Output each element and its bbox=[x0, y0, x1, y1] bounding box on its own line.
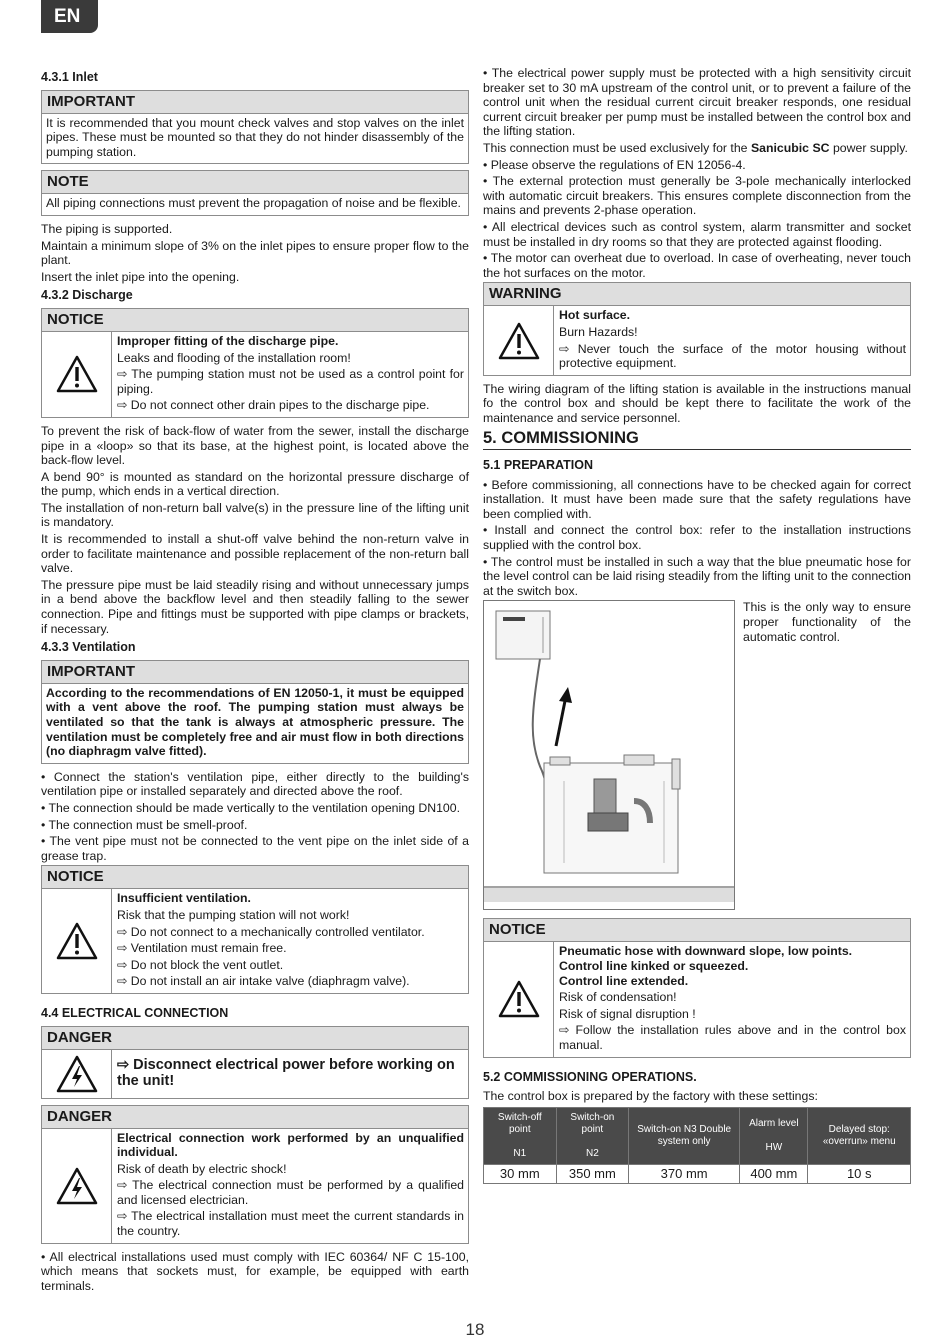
inlet-paragraph: Insert the inlet pipe into the opening. bbox=[41, 269, 240, 284]
table-header: Switch-on N3 Double system only bbox=[629, 1107, 740, 1164]
danger-heading: Electrical connection work performed by an unqualified individual. bbox=[117, 1130, 464, 1160]
notice-line: ⇨ Do not connect other drain pipes to the discharge pipe. bbox=[117, 398, 430, 413]
settings-table bbox=[483, 1107, 911, 1185]
notice-heading: Improper fitting of the discharge pipe. bbox=[117, 333, 339, 348]
warning-line: ⇨ Never touch the surface of the motor housing without protective equipment. bbox=[559, 341, 906, 371]
notice-line: Leaks and flooding of the installation room! bbox=[117, 350, 351, 365]
notice-line: ⇨ The pumping station must not be used as a control point for piping. bbox=[117, 367, 464, 396]
table-header: Switch-on point N2 bbox=[556, 1107, 629, 1164]
danger-line: ⇨ The electrical installation must meet the current standards in the country. bbox=[117, 1209, 464, 1239]
important-box-text: It is recommended that you mount check valves and stop valves on the inlet pipes. These must be mounted so that they do not hinder disassembly of the pumping station. bbox=[46, 115, 464, 159]
table-cell: 350 mm bbox=[556, 1164, 629, 1184]
notice-line: ⇨ Follow the installation rules above and in the control box manual. bbox=[559, 1023, 906, 1052]
table-header: Alarm level HW bbox=[740, 1107, 808, 1164]
notice-line: Risk of condensation! bbox=[559, 990, 677, 1005]
important-box-ventilation bbox=[41, 660, 469, 764]
danger-box-disconnect bbox=[41, 1026, 469, 1099]
electrical-bullet: • Please observe the regulations of EN 12056-4. bbox=[483, 157, 746, 172]
table-header: Delayed stop: «overrun» menu bbox=[808, 1107, 911, 1164]
notice-heading: Insufficient ventilation. bbox=[117, 891, 251, 906]
preparation-bullet: • Before commissioning, all connections have to be checked again for correct installation. It must have been made sure that the safety regulations have been complied with. bbox=[483, 477, 911, 521]
notice-line: ⇨ Do not install an air intake valve (diaphragm valve). bbox=[117, 974, 410, 989]
table-cell: 370 mm bbox=[629, 1164, 740, 1184]
operations-paragraph: The control box is prepared by the factory with these settings: bbox=[483, 1089, 818, 1104]
danger-text: ⇨ Disconnect electrical power before working on the unit! bbox=[117, 1056, 455, 1089]
electric-hazard-icon bbox=[42, 1129, 112, 1243]
inlet-paragraph: The piping is supported. bbox=[41, 221, 173, 236]
notice-line: ⇨ Do not block the vent outlet. bbox=[117, 957, 284, 972]
preparation-bullet: • Install and connect the control box: refer to the installation instructions supplied with the control box. bbox=[483, 523, 911, 553]
warning-box-hot-surface bbox=[483, 282, 911, 375]
notice-box-title: NOTICE bbox=[42, 866, 468, 889]
lifting-station-illustration bbox=[483, 600, 735, 910]
left-column bbox=[41, 66, 469, 1295]
page-number: 18 bbox=[465, 1320, 485, 1339]
important-box-inlet bbox=[41, 90, 469, 165]
electrical-bullet: • The external protection must generally be 3-pole mechanically interlocked with automatic circuit breakers. This ensures complete disconnection from the mains and prevents 2-phase operation. bbox=[483, 174, 911, 218]
table-header: Switch-off point N1 bbox=[484, 1107, 557, 1164]
notice-line: Risk that the pumping station will not work! bbox=[117, 907, 350, 922]
ventilation-section-title: 4.3.3 Ventilation bbox=[41, 640, 136, 655]
note-box bbox=[41, 170, 469, 216]
notice-heading: Control line extended. bbox=[559, 973, 689, 988]
warning-triangle-icon bbox=[42, 889, 112, 993]
ventilation-bullet: • The connection must be smell-proof. bbox=[41, 817, 248, 832]
connection-prefix: This connection must be used exclusively for the bbox=[483, 140, 751, 155]
electrical-bullet: • The motor can overheat due to overload. In case of overheating, never touch the hot surfaces on the motor. bbox=[483, 251, 911, 280]
ventilation-bullet: • The vent pipe must not be connected to the vent pipe on the inlet side of a grease trap. bbox=[41, 834, 469, 863]
table-row bbox=[484, 1164, 911, 1184]
warning-box-title: WARNING bbox=[484, 283, 910, 306]
ventilation-bullet: • The connection should be made vertically to the ventilation opening DN100. bbox=[41, 800, 461, 815]
notice-box-discharge bbox=[41, 308, 469, 418]
ventilation-bullet: • Connect the station's ventilation pipe, either directly to the building's ventilation pipe or installed separately and directed above the roof. bbox=[41, 769, 469, 799]
notice-box-pneumatic bbox=[483, 918, 911, 1057]
danger-line: ⇨ The electrical connection must be performed by a qualified and licensed electrician. bbox=[117, 1178, 464, 1207]
discharge-paragraph: A bend 90° is mounted as standard on the horizontal pressure discharge of the pump, which ends in a vertical direction. bbox=[41, 469, 469, 499]
notice-box-title: NOTICE bbox=[484, 919, 910, 942]
installation-figure-row bbox=[483, 600, 911, 910]
discharge-paragraph: The installation of non-return ball valve(s) in the pressure line of the lifting unit is mandatory. bbox=[41, 500, 469, 530]
important-box-text: According to the recommendations of EN 12050-1, it must be equipped with a vent above the roof. The pumping station must always be ventilated so that the tank is always at atmospheric pressure. The ventilation must be completely free and air must flow in both directions (no diaphragm valve fitted). bbox=[46, 685, 464, 759]
electrical-bullet: • All electrical devices such as control system, alarm transmitter and socket must be installed in dry rooms so that they are protected against flooding. bbox=[483, 219, 911, 249]
commissioning-title: 5. COMMISSIONING bbox=[483, 431, 911, 450]
wiring-paragraph: The wiring diagram of the lifting station is available in the instructions manual fo the control box and should be kept there to facilitate the work of the maintenance and service personnel. bbox=[483, 381, 911, 425]
table-cell: 10 s bbox=[808, 1164, 911, 1184]
right-column bbox=[483, 66, 911, 1184]
product-name: Sanicubic SC bbox=[750, 140, 830, 155]
discharge-section-title: 4.3.2 Discharge bbox=[41, 288, 133, 303]
notice-heading: Pneumatic hose with downward slope, low points. bbox=[559, 944, 853, 959]
note-box-title: NOTE bbox=[42, 171, 468, 194]
notice-box-ventilation bbox=[41, 865, 469, 994]
connection-paragraph bbox=[483, 141, 911, 156]
warning-line: Burn Hazards! bbox=[559, 324, 638, 339]
table-cell: 30 mm bbox=[484, 1164, 557, 1184]
discharge-paragraph: The pressure pipe must be laid steadily rising and without unnecessary jumps in a bend above the backflow level and then steadily falling to the sewer connection. Pipe and fittings must be supported with pipe clamps or brackets, if necessary. bbox=[41, 577, 469, 636]
notice-line: ⇨ Ventilation must remain free. bbox=[117, 941, 287, 956]
important-box-title: IMPORTANT bbox=[42, 91, 468, 114]
warning-triangle-icon bbox=[42, 332, 112, 417]
inlet-section-title: 4.3.1 Inlet bbox=[41, 70, 98, 84]
notice-line: Risk of signal disruption ! bbox=[559, 1006, 696, 1021]
connection-suffix: power supply. bbox=[829, 140, 908, 155]
electrical-section-title: 4.4 ELECTRICAL CONNECTION bbox=[41, 1005, 229, 1020]
warning-heading: Hot surface. bbox=[559, 308, 631, 323]
electric-hazard-icon bbox=[42, 1050, 112, 1098]
table-header-row bbox=[484, 1107, 911, 1164]
important-box-title: IMPORTANT bbox=[42, 661, 468, 684]
notice-line: ⇨ Do not connect to a mechanically controlled ventilator. bbox=[117, 924, 425, 939]
figure-caption: This is the only way to ensure proper functionality of the automatic control. bbox=[743, 600, 911, 644]
warning-triangle-icon bbox=[484, 942, 554, 1056]
table-cell: 400 mm bbox=[740, 1164, 808, 1184]
electrical-bullet: • All electrical installations used must comply with IEC 60364/ NF C 15-100, which means that sockets must, for example, be equipped with earth terminals. bbox=[41, 1249, 469, 1293]
operations-title: 5.2 COMMISSIONING OPERATIONS. bbox=[483, 1069, 697, 1084]
danger-line: Risk of death by electric shock! bbox=[117, 1161, 287, 1176]
preparation-bullet: • The control must be installed in such a way that the blue pneumatic hose for the level control can be laid rising steadily from the lifting unit to the connection at the switch box. bbox=[483, 554, 911, 598]
warning-triangle-icon bbox=[484, 306, 554, 374]
notice-heading: Control line kinked or squeezed. bbox=[559, 959, 749, 973]
discharge-paragraph: To prevent the risk of back-flow of water from the sewer, install the discharge pipe in a «loop» so that its base, at the highest point, is located above the back-flow level. bbox=[41, 423, 469, 468]
preparation-title: 5.1 PREPARATION bbox=[483, 458, 593, 473]
danger-box-title: DANGER bbox=[42, 1106, 468, 1129]
power-supply-bullet: • The electrical power supply must be protected with a high sensitivity circuit breaker set to 30 mA upstream of the control unit, or to prevent a failure of the control unit when the residual current circuit breaker responds, one residual current circuit breaker per pump must be installed between the control box and the lifting station. bbox=[483, 66, 911, 139]
inlet-paragraph: Maintain a minimum slope of 3% on the inlet pipes to ensure proper flow to the plant. bbox=[41, 238, 469, 268]
danger-box-electrician bbox=[41, 1105, 469, 1244]
language-tab: EN bbox=[41, 0, 98, 33]
discharge-paragraph: It is recommended to install a shut-off valve behind the non-return valve in order to facilitate maintenance and possible replacement of the non-return ball valve. bbox=[41, 532, 469, 576]
note-box-text: All piping connections must prevent the propagation of noise and be flexible. bbox=[46, 196, 461, 211]
danger-box-title: DANGER bbox=[42, 1027, 468, 1050]
notice-box-title: NOTICE bbox=[42, 309, 468, 332]
